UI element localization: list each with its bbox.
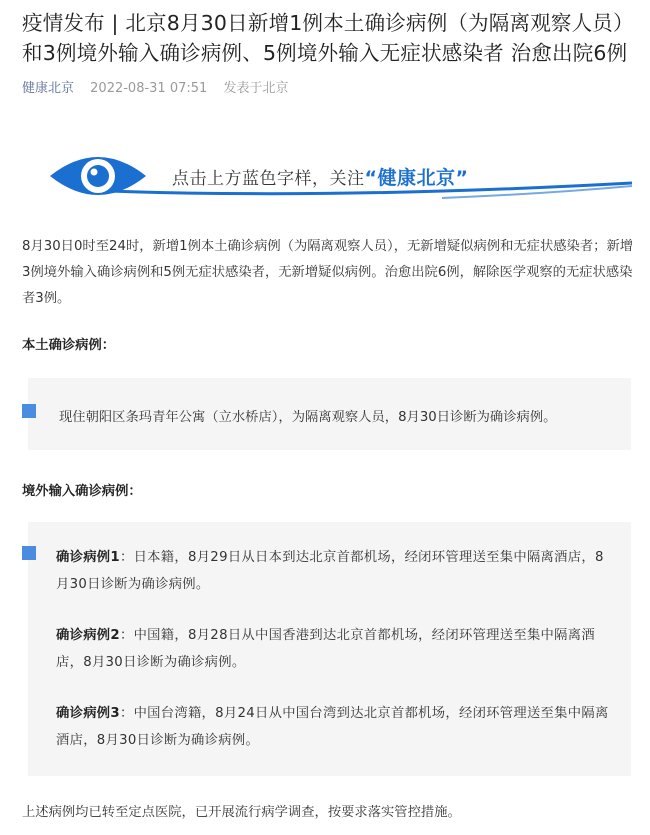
case-text: 中国籍，8月28日从中国香港到达北京首都机场，经闭环管理送至集中隔离酒店，8月30日诊断为确诊病例。 <box>56 628 595 670</box>
banner-prefix: 点击上方蓝色字样，关注 <box>172 169 365 189</box>
case-item: 确诊病例2：中国籍，8月28日从中国香港到达北京首都机场，经闭环管理送至集中隔离酒店，8月30日诊断为确诊病例。 <box>56 628 595 670</box>
banner-close-quote: ” <box>455 167 469 189</box>
case-item: 确诊病例3：中国台湾籍，8月24日从中国台湾到达北京首都机场，经闭环管理送至集中隔离酒店，8月30日诊断为确诊病例。 <box>56 706 609 748</box>
title-line-2: 和3例境外输入确诊病例、5例境外输入无症状感染者 治愈出院6例 <box>22 41 628 65</box>
account-link[interactable]: 健康北京 <box>22 81 75 96</box>
article-meta <box>22 77 288 96</box>
list-marker-icon <box>22 404 36 418</box>
banner-text <box>172 163 469 190</box>
title-line-1: 疫情发布 | 北京8月30日新增1例本土确诊病例（为隔离观察人员） <box>22 11 634 35</box>
imported-heading: 境外输入确诊病例： <box>22 484 142 499</box>
banner-open-quote: “ <box>364 167 378 189</box>
list-marker-icon <box>22 546 36 560</box>
follow-banner[interactable] <box>22 140 632 215</box>
footer-note: 上述病例均已转至定点医院，已开展流行病学调查，按要求落实管控措施。 <box>22 805 461 820</box>
summary-paragraph: 8月30日0时至24时，新增1例本土确诊病例（为隔离观察人员），无新增疑似病例和无症状感染者；新增3例境外输入确诊病例和5例无症状感染者，无新增疑似病例。治愈出院6例，解除医学观察的无症状感染者3例。 <box>22 239 634 306</box>
local-heading: 本土确诊病例： <box>22 338 116 353</box>
local-case-text: 现住朝阳区条玛青年公寓（立水桥店），为隔离观察人员，8月30日诊断为确诊病例。 <box>59 410 557 425</box>
publish-location: 发表于北京 <box>223 81 289 96</box>
case-label: 确诊病例3 <box>56 706 120 721</box>
case-text: 日本籍，8月29日从日本到达北京首都机场，经闭环管理送至集中隔离酒店，8月30日诊断为确诊病例。 <box>56 550 604 592</box>
publish-date: 2022-08-31 07:51 <box>90 81 208 96</box>
article-title <box>22 8 632 68</box>
case-item: 确诊病例1：日本籍，8月29日从日本到达北京首都机场，经闭环管理送至集中隔离酒店，8月30日诊断为确诊病例。 <box>56 550 604 592</box>
banner-brand[interactable]: 健康北京 <box>377 167 456 189</box>
case-label: 确诊病例1 <box>56 550 120 565</box>
case-label: 确诊病例2 <box>56 628 120 643</box>
case-text: 中国台湾籍，8月24日从中国台湾到达北京首都机场，经闭环管理送至集中隔离酒店，8月30日诊断为确诊病例。 <box>56 706 609 748</box>
